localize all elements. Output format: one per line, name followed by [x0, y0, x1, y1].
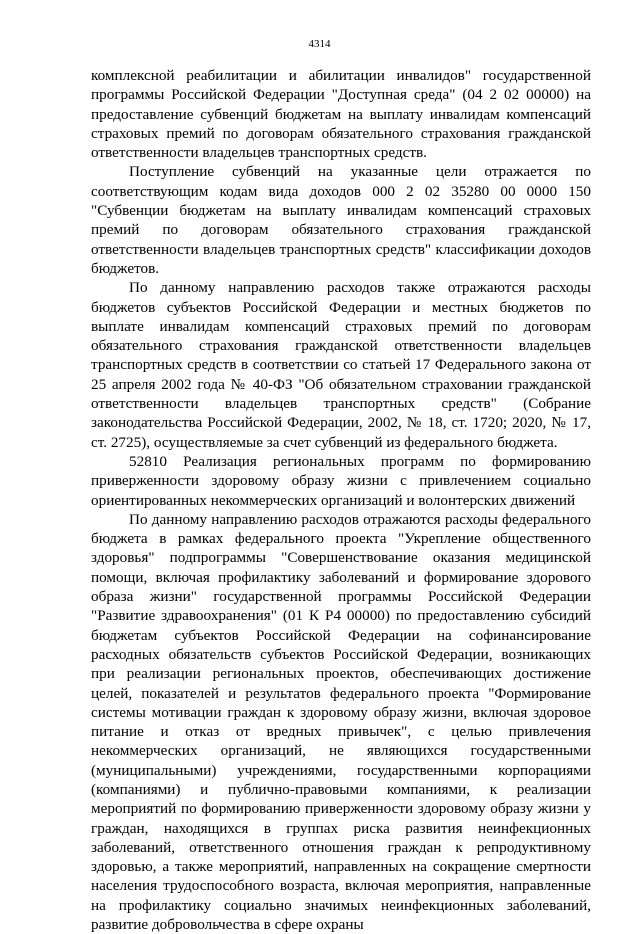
paragraph-continuation: комплексной реабилитации и абилитации инвалидов" государственной программы Российской Федерации "Доступная среда" (04 2 02 00000) на предоставление субвенций бюджетам на выплату инвалидам компенсаций страховых премий по договорам обязательного страхования гражданской ответственности владельцев транспортных средств.: [91, 67, 591, 162]
paragraph-revenue-codes: Поступление субвенций на указанные цели отражается по соответствующим кодам вида доходов 000 2 02 35280 00 0000 150 "Субвенции бюджетам на выплату инвалидам компенсаций страховых премий по договорам обязательного страхования гражданской ответственности владельцев транспортных средств" классификации доходов бюджетов.: [91, 163, 591, 277]
paragraph-federal-expenses: По данному направлению расходов отражаются расходы федерального бюджета в рамках федерального проекта "Укрепление общественного здоровья" подпрограммы "Совершенствование оказания медицинской помощи, включая профилактику заболеваний и формирование здорового образа жизни" государственной программы Российской Федерации "Развитие здравоохранения" (01 К Р4 00000) по предоставлению субсидий бюджетам субъектов Российской Федерации на софинансирование расходных обязательств субъектов Российской Федерации, возникающих при реализации региональных проектов, обеспечивающих достижение целей, показателей и результатов федерального проекта "Формирование системы мотивации граждан к здоровому образу жизни, включая здоровое питание и отказ от вредных привычек", с целью привлечения некоммерческих организаций, не являющихся государственными (муниципальными) учреждениями, государственными корпорациями (компаниями) и публично-правовыми компаниями, к реализации мероприятий по формированию приверженности здоровому образу жизни у граждан, находящихся в группах риска развития неинфекционных заболеваний, ответственного отношения граждан к репродуктивному здоровью, а также мероприятий, направленных на сокращение смертности населения трудоспособного возраста, включая мероприятия, направленные на профилактику социально значимых неинфекционных заболеваний, развитие добровольчества в сфере охраны: [91, 510, 591, 934]
page-number: 4314: [308, 38, 331, 50]
paragraph-heading-52810: 52810 Реализация региональных программ по формированию приверженности здоровому образу жизни с привлечением социально ориентированных некоммерческих организаций и волонтерских движений: [91, 452, 591, 509]
paragraph-regional-expenses: По данному направлению расходов также отражаются расходы бюджетов субъектов Российской Федерации и местных бюджетов по выплате инвалидам компенсаций страховых премий по договорам обязательного страхования гражданской ответственности владельцев транспортных средств в соответствии со статьей 17 Федерального закона от 25 апреля 2002 года № 40-ФЗ "Об обязательном страховании гражданской ответственности владельцев транспортных средств" (Собрание законодательства Российской Федерации, 2002, № 18, ст. 1720; 2020, № 17, ст. 2725), осуществляемые за счет субвенций из федерального бюджета.: [91, 279, 591, 451]
document-body: [91, 66, 591, 934]
